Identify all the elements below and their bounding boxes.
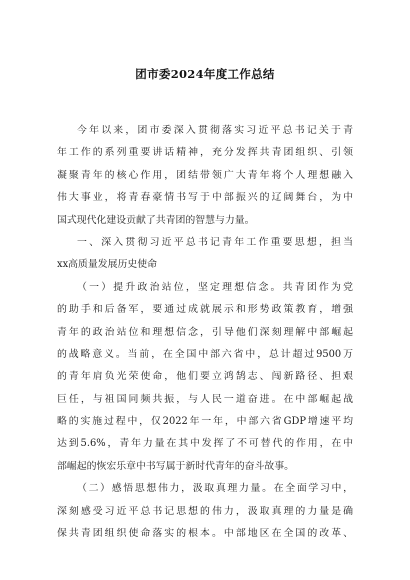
paragraph-line: （一）提升政治站位，坚定理想信念。共青团作为党 [77, 281, 353, 293]
paragraph-line: 的青年肩负光荣使命，他们要立鸿鹄志、闯新路径、担艰 [57, 371, 353, 383]
paragraph-line: 凝聚青年的核心作用，团结带领广大青年将个人理想融入 [57, 169, 353, 181]
paragraph-line: 巨任，与祖国同频共振，与人民一道奋进。在中部崛起战 [57, 393, 353, 405]
paragraph-line: 的战略意义。当前，在全国中部六省中，总计超过9500万 [57, 348, 353, 360]
paragraph-line: 青年的政治站位和理想信念，引导他们深刻理解中部崛起 [57, 326, 353, 338]
paragraph-line: 伟大事业，将青春豪情书写于中部振兴的辽阔舞台，为中 [57, 192, 353, 204]
paragraph-line: 略的实施过程中，仅2022年一年，中部六省GDP增速平均 [57, 416, 353, 428]
paragraph-line: 年工作的系列重要讲话精神，充分发挥共青团组织、引领 [57, 147, 353, 159]
paragraph-line: （二）感悟思想伟力，汲取真理力量。在全面学习中， [77, 483, 353, 495]
paragraph-line: 的助手和后备军，要通过成就展示和形势政策教育，增强 [57, 304, 353, 316]
section-heading-line: xx高质量发展历史使命 [57, 259, 158, 271]
paragraph-line: 国式现代化建设贡献了共青团的智慧与力量。 [57, 214, 255, 226]
paragraph-line: 达到5.6%，青年力量在其中发挥了不可替代的作用，在中 [57, 438, 353, 450]
paragraph-line: 深刻感受习近平总书记思想的伟力，汲取真理的力量是确 [57, 505, 353, 517]
section-heading-line: 一、深入贯彻习近平总书记青年工作重要思想，担当 [77, 236, 353, 248]
paragraph-line: 保共青团组织使命落实的根本。中部地区在全国的改革、 [57, 528, 353, 540]
paragraph-line: 部崛起的恢宏乐章中书写属于新时代青年的奋斗故事。 [57, 460, 295, 472]
document-title: 团市委2024年度工作总结 [135, 67, 275, 81]
document-body [57, 120, 353, 545]
paragraph-line: 今年以来，团市委深入贯彻落实习近平总书记关于青 [77, 125, 353, 136]
